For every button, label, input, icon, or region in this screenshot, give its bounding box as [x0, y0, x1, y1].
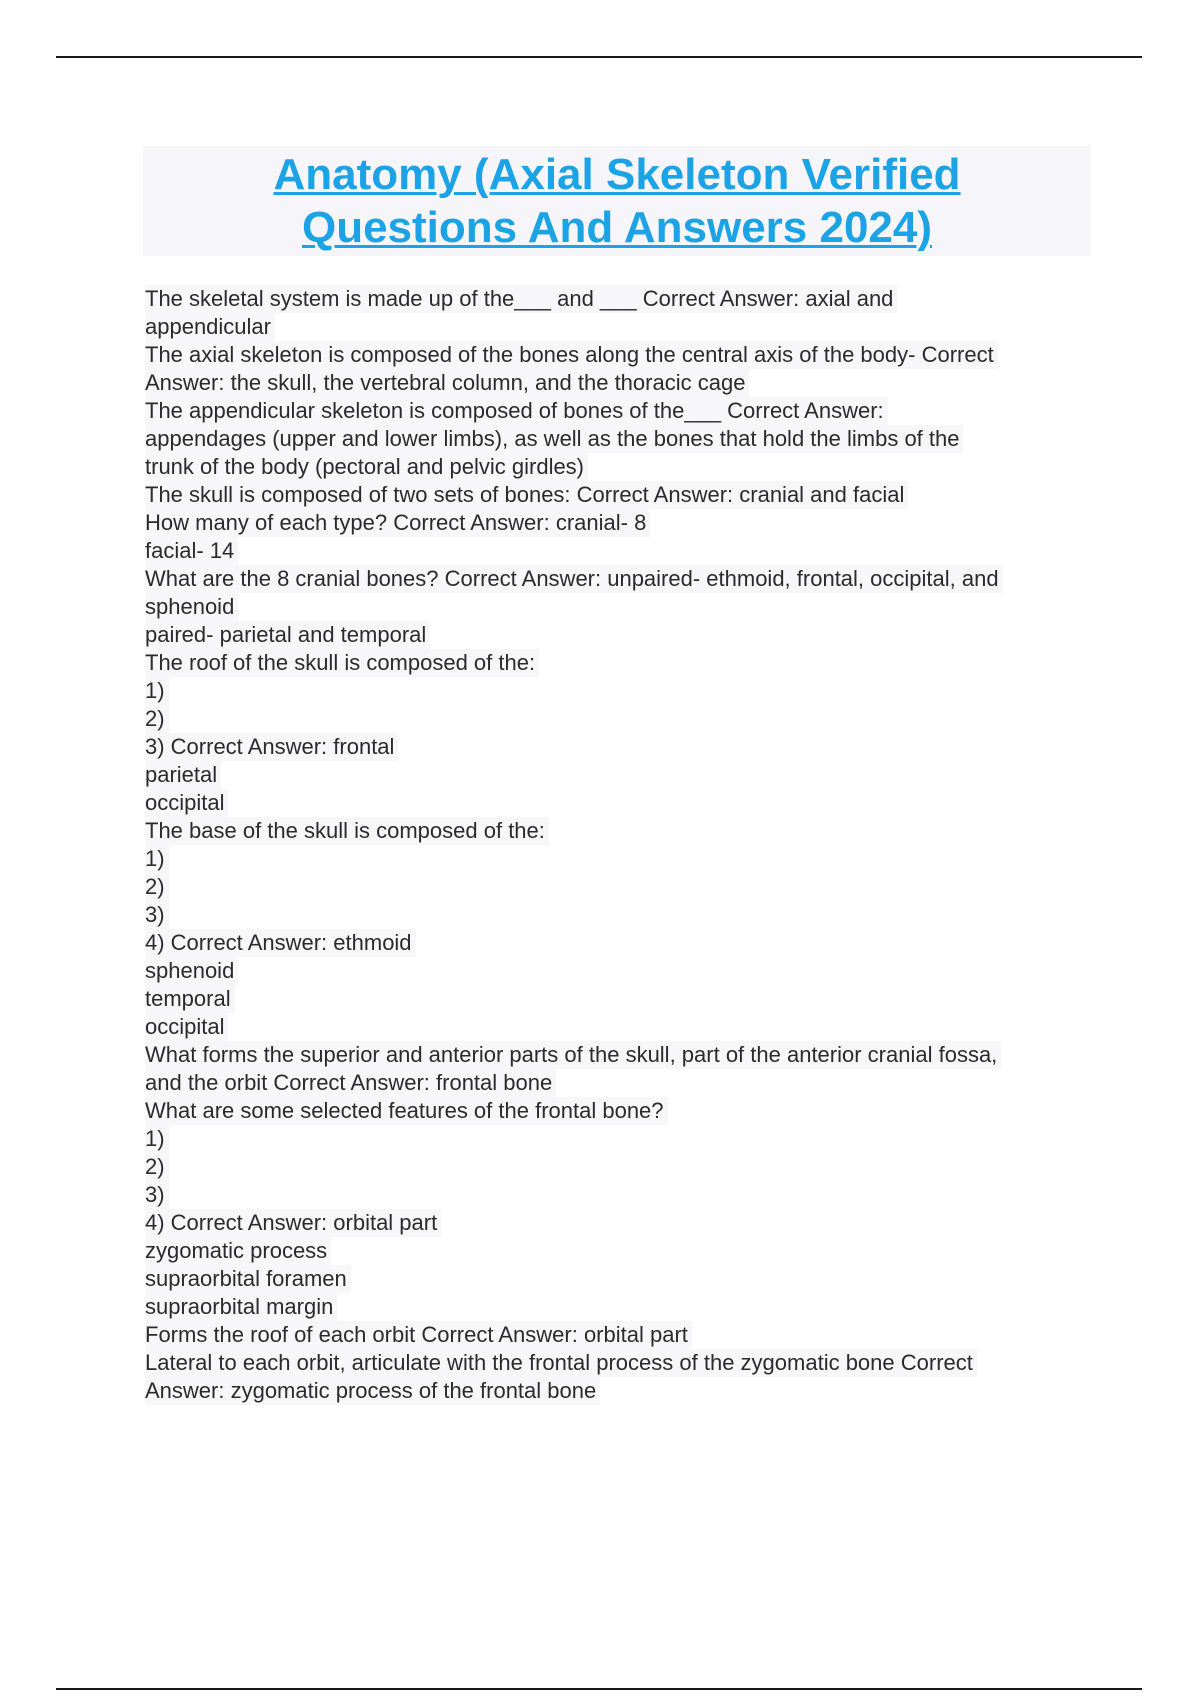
text-line: 3) — [145, 901, 169, 929]
text-line: zygomatic process — [145, 1237, 331, 1265]
title-line-1: Anatomy (Axial Skeleton Verified — [273, 150, 961, 199]
text-line: occipital — [145, 1013, 228, 1041]
text-line: and the orbit Correct Answer: frontal bone — [145, 1069, 556, 1097]
text-line: What forms the superior and anterior parts of the skull, part of the anterior cranial fossa, — [145, 1041, 1001, 1069]
text-line: The skull is composed of two sets of bones: Correct Answer: cranial and facial — [145, 481, 908, 509]
text-line: temporal — [145, 985, 235, 1013]
text-line: The appendicular skeleton is composed of bones of the___ Correct Answer: — [145, 397, 888, 425]
text-line: Forms the roof of each orbit Correct Answer: orbital part — [145, 1321, 692, 1349]
text-line: 1) — [145, 1125, 169, 1153]
text-line: appendicular — [145, 313, 275, 341]
text-line: What are the 8 cranial bones? Correct Answer: unpaired- ethmoid, frontal, occipital, and — [145, 565, 1003, 593]
text-line: parietal — [145, 761, 221, 789]
text-line: Lateral to each orbit, articulate with the frontal process of the zygomatic bone Correct — [145, 1349, 977, 1377]
text-line: 2) — [145, 1153, 169, 1181]
text-line: 3) — [145, 1181, 169, 1209]
text-line: occipital — [145, 789, 228, 817]
text-line: Answer: the skull, the vertebral column, and the thoracic cage — [145, 369, 749, 397]
text-line: supraorbital margin — [145, 1293, 337, 1321]
text-line: appendages (upper and lower limbs), as well as the bones that hold the limbs of the — [145, 425, 963, 453]
document-title — [143, 146, 1091, 254]
title-banner — [143, 146, 1091, 256]
title-line-2: Questions And Answers 2024) — [301, 203, 933, 252]
text-line: paired- parietal and temporal — [145, 621, 430, 649]
text-line: 2) — [145, 705, 169, 733]
text-line: The skeletal system is made up of the___ and ___ Correct Answer: axial and — [145, 285, 897, 313]
text-line: 4) Correct Answer: orbital part — [145, 1209, 441, 1237]
text-line: The roof of the skull is composed of the: — [145, 649, 539, 677]
text-line: What are some selected features of the frontal bone? — [145, 1097, 668, 1125]
text-line: supraorbital foramen — [145, 1265, 351, 1293]
qa-content — [145, 285, 1095, 1405]
bottom-rule — [56, 1688, 1142, 1690]
text-line: Answer: zygomatic process of the frontal bone — [145, 1377, 600, 1405]
text-line: sphenoid — [145, 593, 238, 621]
text-line: How many of each type? Correct Answer: cranial- 8 — [145, 509, 650, 537]
text-line: 2) — [145, 873, 169, 901]
text-line: The axial skeleton is composed of the bones along the central axis of the body- Correct — [145, 341, 998, 369]
text-line: trunk of the body (pectoral and pelvic girdles) — [145, 453, 588, 481]
text-line: 4) Correct Answer: ethmoid — [145, 929, 416, 957]
top-rule — [56, 56, 1142, 58]
text-line: facial- 14 — [145, 537, 238, 565]
text-line: 1) — [145, 677, 169, 705]
text-line: sphenoid — [145, 957, 238, 985]
text-line: 1) — [145, 845, 169, 873]
text-line: The base of the skull is composed of the: — [145, 817, 549, 845]
text-line: 3) Correct Answer: frontal — [145, 733, 398, 761]
